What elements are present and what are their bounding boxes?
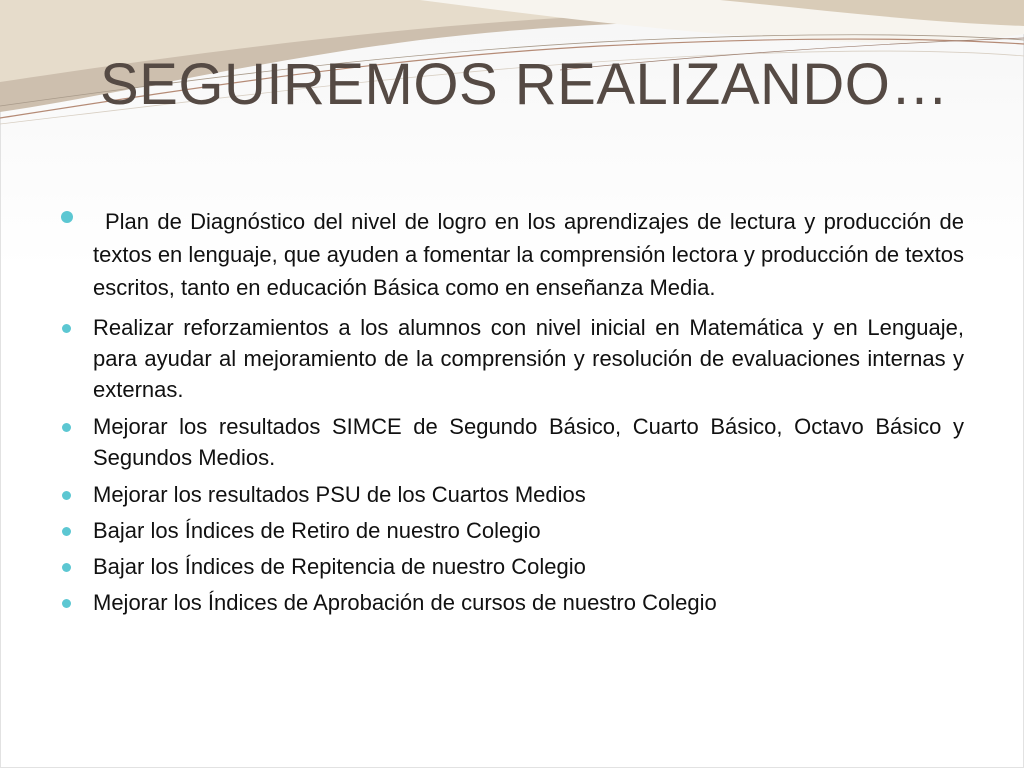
bullet-text: Realizar reforzamientos a los alumnos con nivel inicial en Matemática y en Lenguaje, para ayudar al mejoramiento de la comprensión y resolución de evaluaciones internas y externas. bbox=[93, 315, 964, 402]
bullet-item bbox=[60, 587, 964, 618]
bullet-icon bbox=[62, 527, 71, 536]
bullet-icon bbox=[62, 423, 71, 432]
bullet-icon bbox=[62, 491, 71, 500]
bullet-text: Bajar los Índices de Repitencia de nuestro Colegio bbox=[93, 554, 586, 579]
bullet-item bbox=[60, 312, 964, 405]
bullet-text: Mejorar los Índices de Aprobación de cursos de nuestro Colegio bbox=[93, 590, 717, 615]
bullet-text: Plan de Diagnóstico del nivel de logro en los aprendizajes de lectura y producción de textos en lenguaje, que ayuden a fomentar la comprensión lectora y producción de textos escritos, tanto en educación Básica como en enseñanza Media. bbox=[93, 209, 964, 300]
bullet-item bbox=[60, 411, 964, 473]
bullet-list bbox=[60, 205, 964, 623]
bullet-item bbox=[60, 205, 964, 304]
bullet-text: Mejorar los resultados SIMCE de Segundo Básico, Cuarto Básico, Octavo Básico y Segundos Medios. bbox=[93, 414, 964, 470]
bullet-icon bbox=[62, 324, 71, 333]
bullet-text: Bajar los Índices de Retiro de nuestro Colegio bbox=[93, 518, 541, 543]
bullet-text: Mejorar los resultados PSU de los Cuartos Medios bbox=[93, 482, 586, 507]
bullet-icon bbox=[62, 563, 71, 572]
bullet-icon bbox=[61, 211, 73, 223]
bullet-item bbox=[60, 551, 964, 582]
slide-title: SEGUIREMOS REALIZANDO… bbox=[100, 52, 949, 117]
bullet-item bbox=[60, 515, 964, 546]
bullet-icon bbox=[62, 599, 71, 608]
bullet-item bbox=[60, 479, 964, 510]
